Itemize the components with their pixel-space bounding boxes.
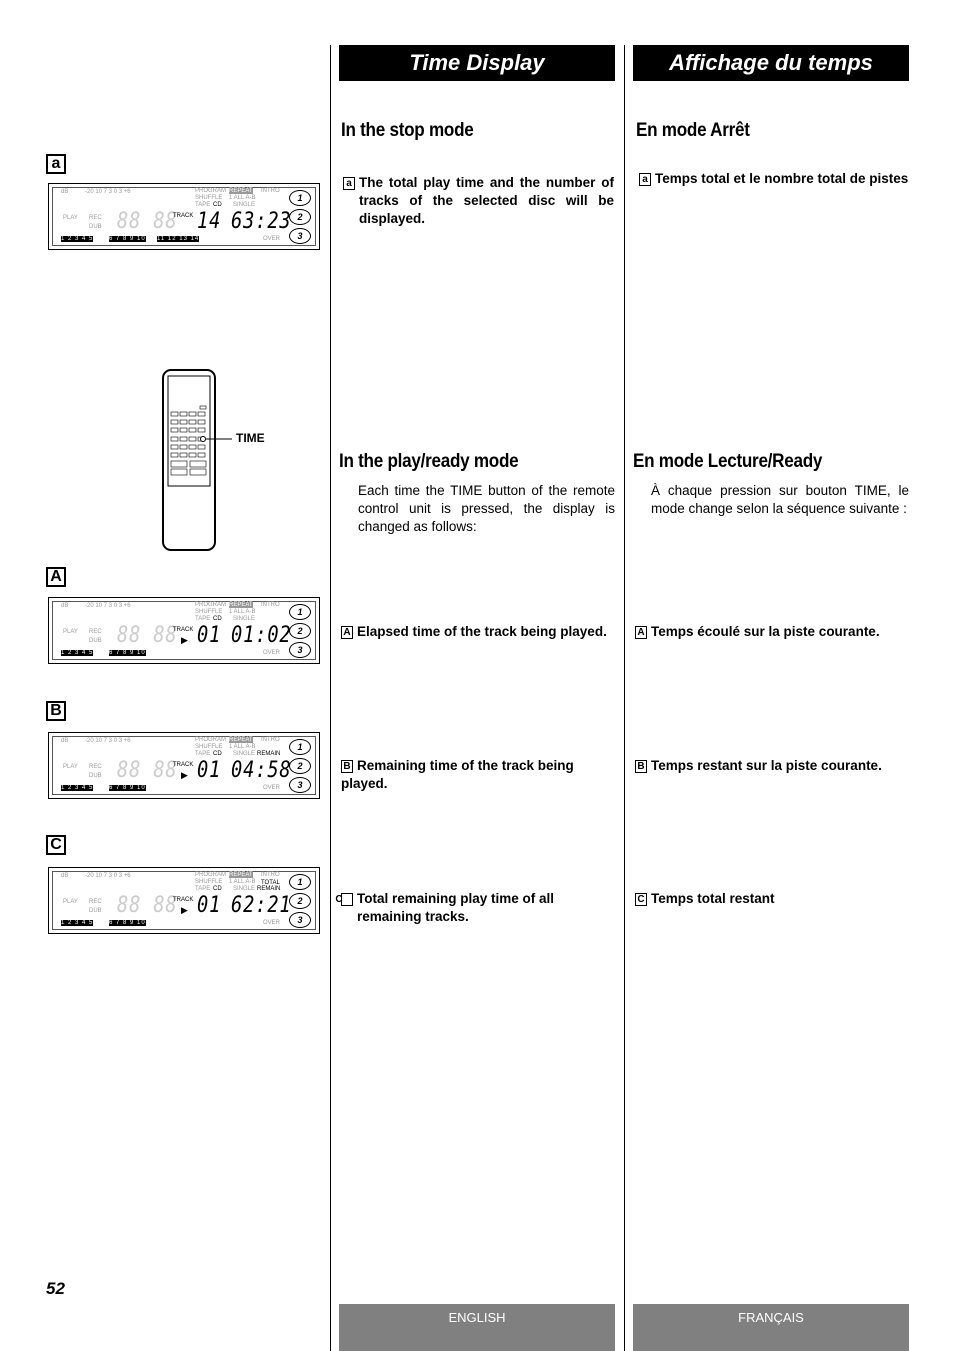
ref-B-fr: B [635, 760, 647, 773]
play-intro-text: Each time the TIME button of the remote control unit is pressed, the display is changed as follows: [358, 483, 615, 534]
item-B-text-fr: B Temps restant sur la piste courante. [635, 757, 909, 775]
lcd-display-A: dB -20 10 7 3 0 3 +6 PROGRAM REPEAT INTRO SHUFFLE 1 ALL A-B TAPE CD SINGLE PLAY REC DUB 88 88 TRACK ▶ 01 01:02 1 2 3 1 2 3 4 5 6 7 8 9 10 OVER [48, 597, 320, 664]
column-divider-right [624, 45, 625, 1351]
figure-label-a: a [46, 154, 66, 174]
remote-control-illustration [160, 368, 280, 552]
page-number: 52 [46, 1279, 65, 1298]
figure-label-B: B [46, 701, 66, 721]
lcd-C-track: 01 [197, 893, 222, 918]
stop-a-text: The total play time and the number of tracks of the selected disc will be displayed. [359, 175, 614, 226]
ref-a-fr: a [639, 173, 651, 186]
ref-C: C [341, 893, 353, 906]
footer-language-french: FRANÇAIS [633, 1304, 909, 1351]
lcd-B-track: 01 [197, 758, 222, 783]
stop-a-text-fr: a Temps total et le nombre total de pistes [639, 170, 909, 188]
ref-B: B [341, 760, 353, 773]
lcd-a-time: 63:23 [231, 209, 292, 234]
item-A-text-fr: A Temps écoulé sur la piste courante. [635, 623, 909, 641]
item-C-text-fr: C Temps total restant [635, 890, 909, 908]
item-A-text: A Elapsed time of the track being played. [341, 623, 615, 641]
stop-mode-title-fr: En mode Arrêt [636, 120, 750, 141]
lcd-B-time: 04:58 [231, 758, 292, 783]
time-button-label: TIME [236, 431, 265, 445]
play-mode-title-fr: En mode Lecture/Ready [633, 451, 823, 472]
play-mode-title: In the play/ready mode [339, 451, 519, 472]
figure-label-A: A [46, 567, 66, 587]
column-divider-left [330, 45, 331, 1351]
section-header-english: Time Display [339, 45, 615, 81]
ref-A: A [341, 626, 353, 639]
item-C-text: C Total remaining play time of all remaining tracks. [335, 891, 555, 924]
play-intro-text-fr: À chaque pression sur bouton TIME, le mode change selon la séquence suivante : [651, 483, 909, 516]
footer-language-english: ENGLISH [339, 1304, 615, 1351]
section-header-french: Affichage du temps [633, 45, 909, 81]
ref-A-fr: A [635, 626, 647, 639]
lcd-C-time: 62:21 [231, 893, 292, 918]
figure-label-C: C [46, 835, 66, 855]
ref-C-fr: C [635, 893, 647, 906]
ref-a: a [343, 177, 355, 190]
lcd-a-track: 14 [197, 209, 222, 234]
lcd-display-C: dB -20 10 7 3 0 3 +6 PROGRAM REPEAT INTRO SHUFFLE 1 ALL A-B TOTAL TAPE CD SINGLE REMAIN PLAY REC DUB 88 88 TRACK ▶ 01 62:21 1 2 3 1 2 3 4 5 6 7 8 9 10 OVER [48, 867, 320, 934]
lcd-display-B: dB -20 10 7 3 0 3 +6 PROGRAM REPEAT INTRO SHUFFLE 1 ALL A-B TAPE CD SINGLE REMAIN PLAY REC DUB 88 88 TRACK ▶ 01 04:58 1 2 3 1 2 3 4 5 6 7 8 9 10 OVER [48, 732, 320, 799]
stop-mode-title: In the stop mode [341, 120, 474, 141]
lcd-A-time: 01:02 [231, 623, 292, 648]
lcd-A-track: 01 [197, 623, 222, 648]
lcd-display-a: dB -20 10 7 3 0 3 +6 PROGRAM REPEAT INTRO SHUFFLE 1 ALL A-B TAPE CD SINGLE PLAY REC DUB 88 88 TRACK 14 63:23 1 2 3 1 2 3 4 5 6 7 8 9 10 11 12 13 14 OVER [48, 183, 320, 250]
item-B-text: B Remaining time of the track being played. [341, 758, 574, 791]
